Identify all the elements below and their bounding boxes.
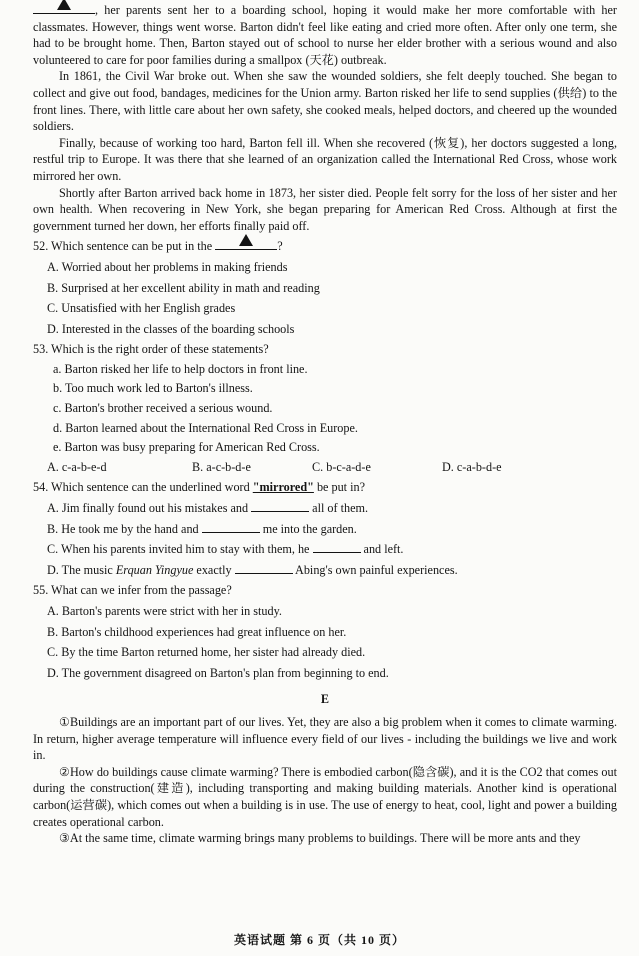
question-52: 52. Which sentence can be put in the ? — [33, 238, 617, 255]
q53-statement-b: b. Too much work led to Barton's illness. — [53, 381, 253, 396]
paragraph-e2: ②How do buildings cause climate warming? There is embodied carbon(隐含碳), and it is the CO2 that comes out during the construction(建造), including transporting and making building materials. Another kind is operational carbon(运营碳), which comes out when a building is in use. The use of energy to heat, cool, light and power a building creates operational carbon. — [33, 764, 617, 829]
paragraph-d1 — [33, 2, 617, 68]
answer-blank — [313, 541, 361, 553]
question-54: 54. Which sentence can the underlined word "mirrored" be put in? — [33, 480, 365, 495]
answer-blank — [235, 562, 293, 574]
q53-option-b[interactable]: B. a-c-b-d-e — [192, 459, 251, 474]
q52-option-d[interactable]: D. Interested in the classes of the boarding schools — [47, 321, 295, 336]
q55-option-d[interactable]: D. The government disagreed on Barton's plan from beginning to end. — [47, 665, 389, 680]
paragraph-e1: ①Buildings are an important part of our lives. Yet, they are also a big problem when it comes to climate warming. In return, higher average temperature will influence every field of our lives - including the buildings we live and work in. — [33, 714, 617, 763]
paragraph-d2: In 1861, the Civil War broke out. When she saw the wounded soldiers, she felt deeply touched. She began to collect and give out food, bandages, medicines for the Union army. Barton risked her life to send supplies (供给) to the front lines. There, with little care about her own safety, she cooked meals, helped doctors, and cheered up the wounded soldiers. — [33, 69, 617, 134]
paragraph-text: , her parents sent her to a boarding school, hoping it would make her more comfortable with her classmates. However, things went worse. Barton didn't feel like eating and cried more often. After only one term, she had to be brought home. Then, Barton stayed out of school to nurse her elder brother with a serious wound and also volunteered to care for poor families during a smallpox (天花) outbreak. — [33, 3, 617, 67]
answer-blank — [33, 2, 95, 14]
triangle-icon — [57, 0, 71, 10]
paragraph-e3: ③At the same time, climate warming brings many problems to buildings. There will be more ants and they — [59, 831, 581, 846]
q53-statement-c: c. Barton's brother received a serious wound. — [53, 401, 273, 416]
answer-blank — [251, 500, 309, 512]
q55-option-a[interactable]: A. Barton's parents were strict with her in study. — [47, 604, 282, 618]
q55-option-c[interactable]: C. By the time Barton returned home, her sister had already died. — [47, 645, 366, 660]
q53-options — [33, 459, 617, 476]
q54-option-a[interactable]: A. Jim finally found out his mistakes and all of them. — [47, 501, 369, 516]
q52-option-a[interactable]: A. Worried about her problems in making friends — [47, 259, 288, 274]
answer-blank — [215, 238, 277, 250]
q53-option-a[interactable]: A. c-a-b-e-d — [47, 459, 107, 474]
q52-option-b[interactable]: B. Surprised at her excellent ability in math and reading — [47, 280, 320, 295]
paragraph-d4: Shortly after Barton arrived back home in 1873, her sister died. People felt sorry for the loss of her sister and her own health. When recovering in New York, she began preparing for American Red Cross. Although at first the government turned her down, her efforts finally paid off. — [33, 185, 617, 233]
q53-option-c[interactable]: C. b-c-a-d-e — [312, 459, 371, 474]
q55-option-b[interactable]: B. Barton's childhood experiences had great influence on her. — [47, 624, 347, 639]
q54-option-b[interactable]: B. He took me by the hand and me into the garden. — [47, 521, 357, 536]
q53-statement-e: e. Barton was busy preparing for American Red Cross. — [53, 440, 320, 455]
q52-option-c[interactable]: C. Unsatisfied with her English grades — [47, 301, 236, 316]
underlined-word: "mirrored" — [252, 480, 314, 495]
q53-statement-a: a. Barton risked her life to help doctors in front line. — [53, 361, 308, 376]
triangle-icon — [239, 234, 253, 246]
page-footer: 英语试题 第 6 页（共 10 页） — [233, 933, 405, 947]
q53-statement-d: d. Barton learned about the International Red Cross in Europe. — [53, 420, 358, 435]
question-53: 53. Which is the right order of these statements? — [33, 342, 269, 357]
question-55: 55. What can we infer from the passage? — [33, 583, 232, 598]
q54-option-d[interactable]: D. The music Erquan Yingyue exactly Abing's own painful experiences. — [47, 562, 458, 577]
paragraph-d3: Finally, because of working too hard, Barton fell ill. When she recovered (恢复), her doctors suggested a long, restful trip to Europe. It was there that she learned of an organization called the International Red Cross, whose work mirrored her own. — [33, 135, 617, 183]
answer-blank — [202, 521, 260, 533]
q54-option-c[interactable]: C. When his parents invited him to stay with them, he and left. — [47, 542, 404, 557]
q53-option-d[interactable]: D. c-a-b-d-e — [442, 459, 502, 474]
section-heading-e: E — [320, 692, 330, 707]
